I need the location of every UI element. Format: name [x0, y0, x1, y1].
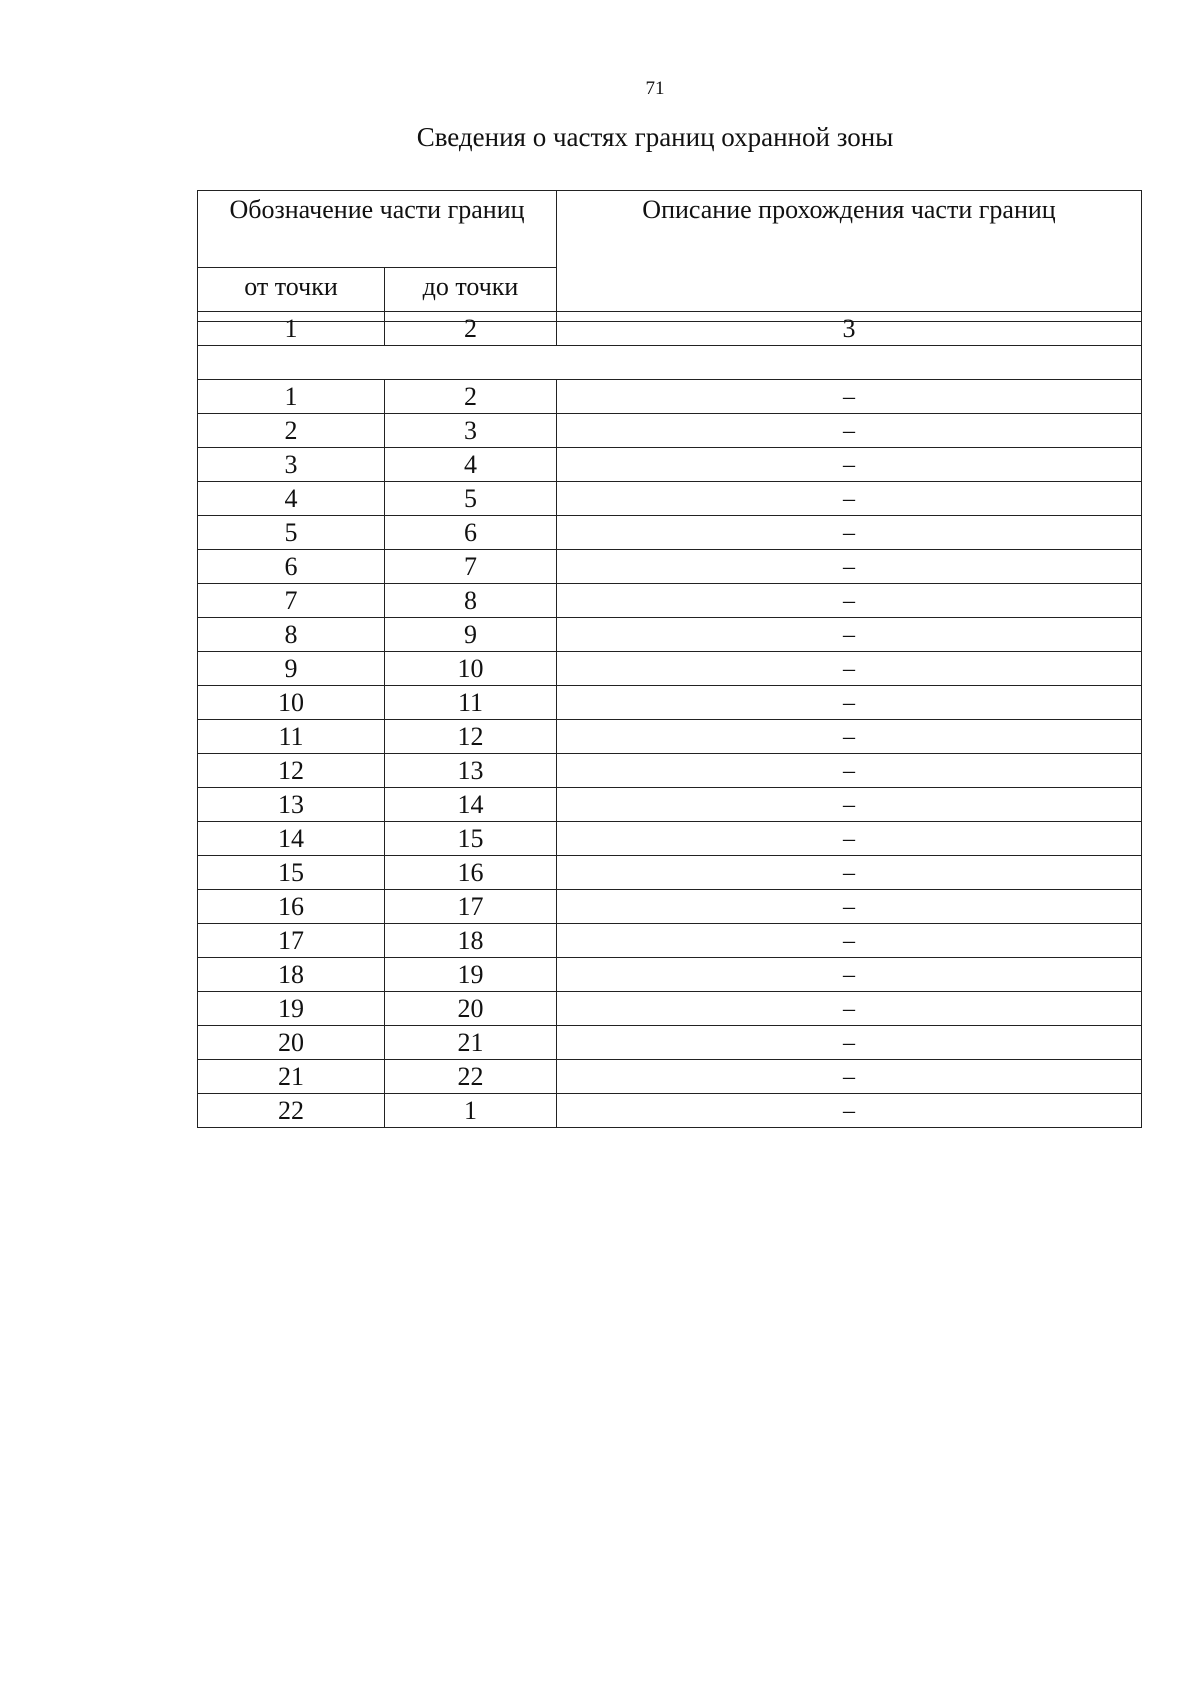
- column-number: 3: [557, 312, 1142, 346]
- table-row: [198, 822, 1142, 856]
- from-point-cell: 10: [198, 686, 385, 720]
- from-point-cell: 3: [198, 448, 385, 482]
- description-cell: –: [557, 482, 1142, 516]
- to-point-cell: 20: [385, 992, 557, 1026]
- description-cell: –: [557, 414, 1142, 448]
- to-point-cell: 17: [385, 890, 557, 924]
- table-row: [198, 380, 1142, 414]
- to-point-cell: 5: [385, 482, 557, 516]
- column-numbers-row: [198, 312, 1142, 346]
- to-point-cell: 18: [385, 924, 557, 958]
- boundary-parts-table: [197, 311, 1142, 1128]
- to-point-cell: 9: [385, 618, 557, 652]
- from-point-cell: 21: [198, 1060, 385, 1094]
- description-cell: –: [557, 652, 1142, 686]
- description-cell: –: [557, 856, 1142, 890]
- from-point-cell: 2: [198, 414, 385, 448]
- from-point-cell: 17: [198, 924, 385, 958]
- from-point-cell: 5: [198, 516, 385, 550]
- description-cell: –: [557, 890, 1142, 924]
- to-point-cell: 12: [385, 720, 557, 754]
- description-cell: –: [557, 686, 1142, 720]
- description-cell: –: [557, 754, 1142, 788]
- from-point-cell: 15: [198, 856, 385, 890]
- section-row: [198, 346, 1142, 380]
- description-cell: –: [557, 516, 1142, 550]
- table-row: [198, 890, 1142, 924]
- section-label: [198, 346, 1142, 380]
- from-point-cell: 20: [198, 1026, 385, 1060]
- to-point-cell: 4: [385, 448, 557, 482]
- table-row: [198, 754, 1142, 788]
- table-row: [198, 924, 1142, 958]
- description-cell: –: [557, 992, 1142, 1026]
- table-row: [198, 482, 1142, 516]
- header-from-point: от точки: [198, 268, 385, 322]
- description-cell: –: [557, 924, 1142, 958]
- from-point-cell: 16: [198, 890, 385, 924]
- to-point-cell: 15: [385, 822, 557, 856]
- description-cell: –: [557, 618, 1142, 652]
- to-point-cell: 6: [385, 516, 557, 550]
- header-to-point: до точки: [385, 268, 557, 322]
- to-point-cell: 19: [385, 958, 557, 992]
- to-point-cell: 16: [385, 856, 557, 890]
- to-point-cell: 1: [385, 1094, 557, 1128]
- from-point-cell: 1: [198, 380, 385, 414]
- description-cell: –: [557, 380, 1142, 414]
- table-row: [198, 516, 1142, 550]
- table-row: [198, 584, 1142, 618]
- to-point-cell: 13: [385, 754, 557, 788]
- description-cell: –: [557, 822, 1142, 856]
- from-point-cell: 4: [198, 482, 385, 516]
- description-cell: –: [557, 1026, 1142, 1060]
- column-number: 1: [198, 312, 385, 346]
- page-number: 71: [645, 78, 665, 99]
- header-description: Описание прохождения части границ: [557, 191, 1142, 322]
- table-row: [198, 992, 1142, 1026]
- to-point-cell: 11: [385, 686, 557, 720]
- description-cell: –: [557, 550, 1142, 584]
- to-point-cell: 21: [385, 1026, 557, 1060]
- description-cell: –: [557, 1094, 1142, 1128]
- from-point-cell: 11: [198, 720, 385, 754]
- from-point-cell: 19: [198, 992, 385, 1026]
- from-point-cell: 6: [198, 550, 385, 584]
- to-point-cell: 3: [385, 414, 557, 448]
- from-point-cell: 7: [198, 584, 385, 618]
- table-row: [198, 1026, 1142, 1060]
- from-point-cell: 22: [198, 1094, 385, 1128]
- document-title: Сведения о частях границ охранной зоны: [416, 122, 894, 152]
- header-designation: Обозначение части границ: [198, 191, 557, 268]
- table-header: [197, 190, 1142, 322]
- description-cell: –: [557, 1060, 1142, 1094]
- from-point-cell: 18: [198, 958, 385, 992]
- table-row: [198, 550, 1142, 584]
- table-row: [198, 856, 1142, 890]
- to-point-cell: 2: [385, 380, 557, 414]
- to-point-cell: 22: [385, 1060, 557, 1094]
- table-row: [198, 448, 1142, 482]
- table-row: [198, 958, 1142, 992]
- table-row: [198, 618, 1142, 652]
- to-point-cell: 8: [385, 584, 557, 618]
- table-row: [198, 1060, 1142, 1094]
- table-row: [198, 720, 1142, 754]
- column-number: 2: [385, 312, 557, 346]
- to-point-cell: 14: [385, 788, 557, 822]
- to-point-cell: 7: [385, 550, 557, 584]
- table-row: [198, 1094, 1142, 1128]
- description-cell: –: [557, 720, 1142, 754]
- from-point-cell: 12: [198, 754, 385, 788]
- description-cell: –: [557, 584, 1142, 618]
- table-row: [198, 686, 1142, 720]
- from-point-cell: 8: [198, 618, 385, 652]
- from-point-cell: 14: [198, 822, 385, 856]
- to-point-cell: 10: [385, 652, 557, 686]
- description-cell: –: [557, 958, 1142, 992]
- table-row: [198, 414, 1142, 448]
- from-point-cell: 9: [198, 652, 385, 686]
- description-cell: –: [557, 448, 1142, 482]
- description-cell: –: [557, 788, 1142, 822]
- table-row: [198, 652, 1142, 686]
- table-row: [198, 788, 1142, 822]
- from-point-cell: 13: [198, 788, 385, 822]
